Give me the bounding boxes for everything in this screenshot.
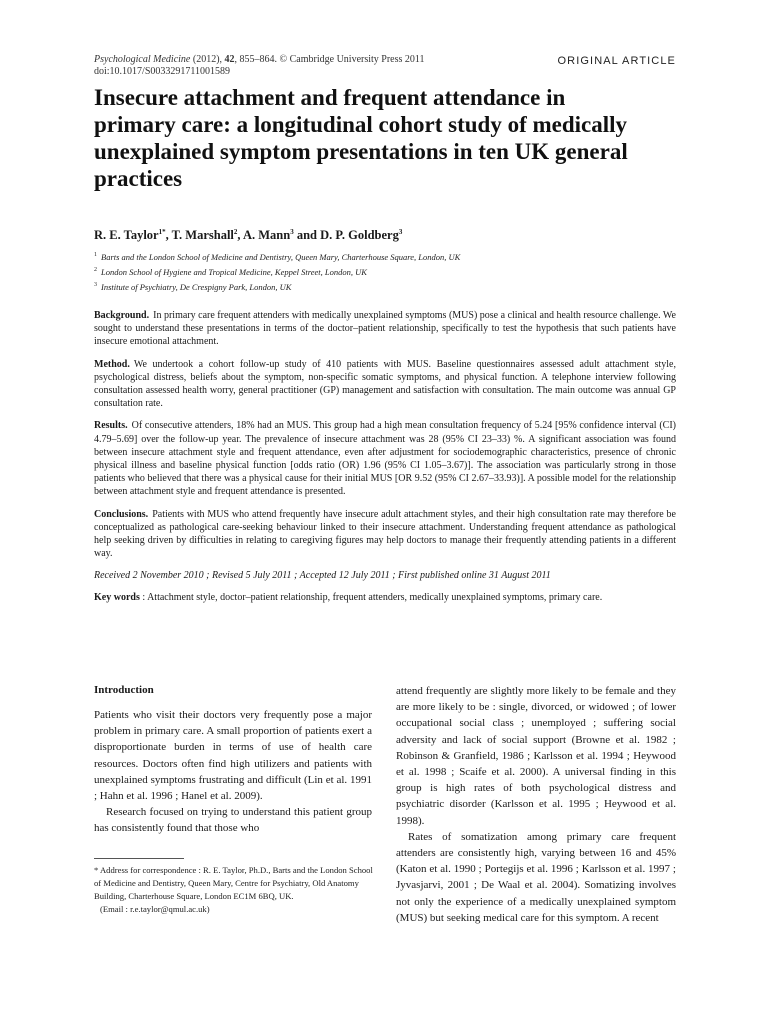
abstract-text: We undertook a cohort follow-up study of 410 patients with MUS. Baseline questionnaires assessed adult attachment style, psychological distress, beliefs about the symptom, non-specific somatic symptoms, and physical function. A telephone interview following consultation assessed health worry, general practitioner (GP) management and satisfaction with consultation. The main outcome was annual GP consultation rate. (94, 358, 676, 410)
affiliation-number: 1 (94, 252, 97, 258)
left-column (94, 683, 372, 837)
abstract-heading: Method. (94, 358, 130, 370)
author-name: , T. Marshall (165, 228, 234, 243)
article-title: Insecure attachment and frequent attendance in primary care: a longitudinal cohort study of medically unexplained symptom presentations in ten UK general practices (94, 85, 628, 191)
affiliation-text: Barts and the London School of Medicine and Dentistry, Queen Mary, Charterhouse Square, London, UK (101, 251, 461, 262)
section-heading-introduction: Introduction (94, 684, 154, 696)
abstract (94, 309, 676, 605)
body-paragraph: Patients who visit their doctors very frequently pose a major problem in primary care. A small proportion of patients exert a disproportionate burden in terms of use of health care resources. Doctors often find high utilizers and patients with unexplained symptoms frustrating and difficult (Lin et al. 1991 ; Hahn et al. 1996 ; Hanel et al. 2009). (94, 709, 372, 803)
affiliation-number: 2 (94, 266, 97, 273)
affiliations (94, 249, 654, 293)
author-name: R. E. Taylor (94, 228, 159, 243)
author-list (94, 224, 654, 243)
keywords-text: : Attachment style, doctor–patient relationship, frequent attenders, medically unexplained symptoms, primary care. (139, 592, 603, 604)
body-paragraph: attend frequently are slightly more likely to be female and they are more likely to be : single, divorced, or widowed ; of lower occupational social class ; unemployed ; suffering social adversity and lack of social support (Browne et al. 1982 ; Robinson & Granfield, 1986 ; Karlsson et al. 1994 ; Heywood et al. 1998 ; Scaife et al. 2000). A universal finding in this group is high rates of both psychological distress and psychiatric disorder (Karlsson et al. 1995 ; Heywood et al. 1998). (396, 685, 676, 827)
citation (94, 54, 514, 78)
citation-volume: 42 (224, 54, 235, 65)
abstract-heading: Results. (94, 420, 128, 432)
citation-pages: , 855–864. © Cambridge University Press 2011 (234, 54, 425, 65)
abstract-background (94, 309, 676, 349)
author-affiliation-mark: 2 (233, 228, 238, 236)
affiliation-item (94, 264, 654, 279)
author-name: , A. Mann (237, 228, 291, 243)
publication-history: Received 2 November 2010 ; Revised 5 July 2011 ; Accepted 12 July 2011 ; First published online 31 August 2011 (94, 570, 551, 582)
section-label: ORIGINAL ARTICLE (557, 55, 676, 67)
affiliation-item (94, 249, 654, 264)
abstract-method (94, 358, 676, 411)
body-paragraph: Research focused on trying to understand this patient group has consistently found that those who (94, 806, 372, 835)
author-affiliation-mark: 3 (290, 228, 294, 236)
citation-year: (2012), (190, 54, 225, 65)
right-column (396, 683, 676, 926)
footnote-address: * Address for correspondence : R. E. Taylor, Ph.D., Barts and the London School of Medicine and Dentistry, Queen Mary, Centre for Psychiatry, Old Anatomy Building, Charterhouse Square, London EC1M 6BQ, UK. (94, 865, 373, 901)
abstract-results (94, 419, 676, 498)
abstract-heading: Background. (94, 310, 150, 321)
affiliation-text: Institute of Psychiatry, De Crespigny Park, London, UK (101, 281, 292, 292)
body-paragraph: Rates of somatization among primary care frequent attenders are consistently high, varying between 16 and 45% (Katon et al. 1990 ; Portegijs et al. 1996 ; Karlsson et al. 1997 ; Jyvasjarvi, 2001 ; De Waal et al. 2004). Somatizing involves not only the experience of a medically unexplained symptom (MUS) but seeking medical care for this symptom. A recent (396, 830, 676, 924)
keywords-heading: Key words (94, 592, 140, 604)
correspondence-footnote (94, 864, 374, 916)
author-name: and D. P. Goldberg (293, 228, 399, 243)
running-header (94, 54, 676, 84)
keywords (94, 591, 676, 604)
affiliation-number: 3 (94, 281, 97, 288)
abstract-heading: Conclusions. (94, 508, 149, 520)
abstract-text: Patients with MUS who attend frequently have insecure adult attachment styles, and their high consultation rate may therefore be conceptualized as pathological care-seeking behaviour linked to their insecure attachment. Understanding frequent attendance as pathological help seeking driven by difficulties in relating to caregiving figures may help doctors to manage their frequently attending patients in a different way. (94, 508, 676, 560)
abstract-conclusions (94, 508, 676, 561)
affiliation-item (94, 279, 654, 294)
abstract-text: In primary care frequent attenders with medically unexplained symptoms (MUS) pose a clinical and health resource challenge. We sought to understand these presentations in terms of the doctor–patient relationship, specifically to test the hypothesis that such patients have insecure emotional attachment. (94, 310, 676, 348)
author-affiliation-mark: 3 (398, 228, 403, 236)
footnote-divider (94, 858, 184, 859)
footnote-email: (Email : r.e.taylor@qmul.ac.uk) (100, 904, 210, 914)
journal-name: Psychological Medicine (94, 54, 191, 65)
doi: doi:10.1017/S0033291711001589 (94, 66, 231, 77)
abstract-text: Of consecutive attenders, 18% had an MUS. This group had a high mean consultation frequency of 5.24 [95% confidence interval (CI) 4.79–5.69] over the follow-up year. The prevalence of insecure attachment was 28 (95% CI 23–33) %. A significant association was found between insecure attachment style and frequent attendance, even after adjustment for sociodemographic characteristics, presence of chronic physical illness and baseline physical function [odds ratio (OR) 1.96 (95% CI 1.05–3.67)]. The association was particularly strong in those patients who believed that there was a physical cause for their initial MUS [OR 9.52 (95% CI 2.67–33.93)]. A possible model for the relationship between attachment style and frequent attendance is presented. (94, 420, 676, 498)
author-affiliation-mark: 1* (158, 228, 166, 236)
affiliation-text: London School of Hygiene and Tropical Medicine, Keppel Street, London, UK (101, 266, 367, 277)
